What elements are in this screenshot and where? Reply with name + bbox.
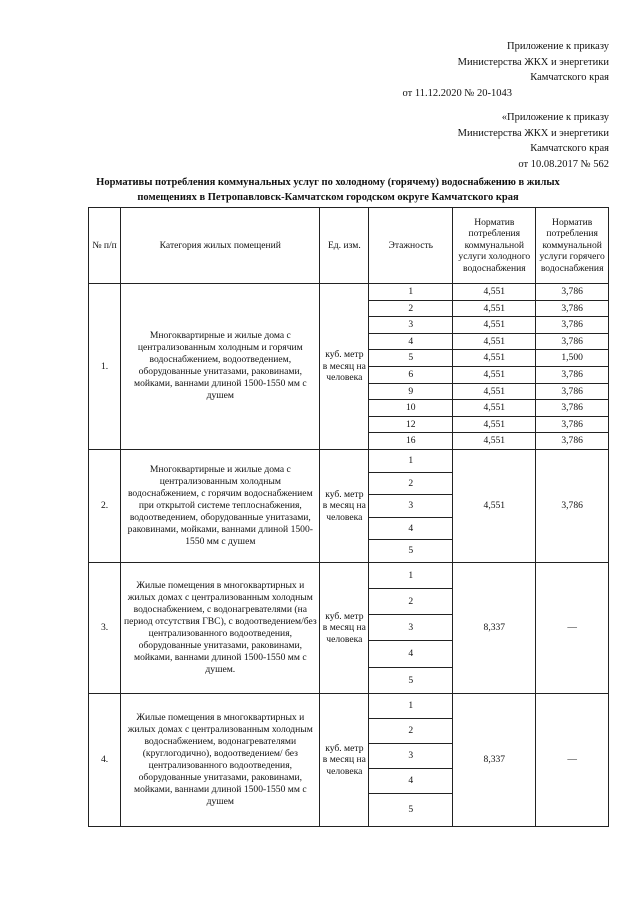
hot-value: 3,786 (536, 449, 609, 562)
header-floors: Этажность (369, 208, 453, 284)
hot-value: — (536, 693, 609, 826)
group-num: 3. (89, 562, 121, 693)
floor-cell: 4 (369, 517, 453, 540)
hot-value: 3,786 (536, 366, 609, 383)
floor-cell: 3 (369, 495, 453, 518)
cold-value: 8,337 (453, 693, 536, 826)
floor-cell: 5 (369, 540, 453, 563)
group-unit: куб. метр в месяц на человека (320, 562, 369, 693)
cold-value: 4,551 (453, 449, 536, 562)
group-category: Жилые помещения в многоквартирных и жилых домах с централизованным холодным водоснабжением, водонагревателями (круглогодично), водоотведением/ без централизованного водоотведения, оборудованные унитазами, раковинами, мойками, ваннами длиной 1500-1550 мм с душем (121, 693, 320, 826)
order-header-line: Приложение к приказу (507, 41, 609, 52)
group-unit: куб. метр в месяц на человека (320, 693, 369, 826)
floor-cell: 12 (369, 416, 453, 433)
cold-value: 4,551 (453, 383, 536, 400)
cold-value: 4,551 (453, 366, 536, 383)
floor-cell: 1 (369, 284, 453, 301)
cold-value: 4,551 (453, 333, 536, 350)
group-num: 4. (89, 693, 121, 826)
table-header-row (89, 208, 609, 284)
hot-value: 3,786 (536, 383, 609, 400)
document-title (80, 176, 576, 205)
header-hot-norm: Норматив потребления коммунальной услуги горячего водоснабжения (536, 208, 609, 284)
table-row (89, 284, 609, 301)
hot-value: 3,786 (536, 300, 609, 317)
original-header-line: от 10.08.2017 № 562 (518, 158, 609, 170)
cold-value: 4,551 (453, 300, 536, 317)
cold-value: 4,551 (453, 317, 536, 334)
floor-cell: 5 (369, 350, 453, 367)
order-header-line: Министерства ЖКХ и энергетики (457, 56, 609, 68)
hot-value: 3,786 (536, 416, 609, 433)
original-header-line: Министерства ЖКХ и энергетики (457, 127, 609, 139)
floor-cell: 6 (369, 366, 453, 383)
group-category: Многоквартирные и жилые дома с централизованным холодным и горячим водоснабжением, водоотведением, оборудованные унитазами, раковинами, мойками, ваннами длиной 1500-1550 мм с душем (121, 284, 320, 450)
header-num: № п/п (89, 208, 121, 284)
floor-cell: 1 (369, 449, 453, 472)
group-category: Многоквартирные и жилые дома с централизованным холодным водоснабжением, с горячим водоснабжением при открытой системе теплоснабжения, водоотведением, оборудованные унитазами, раковинами, мойками, ваннами длиной 1500-1550 мм с душем (121, 449, 320, 562)
original-header-line: Камчатского края (530, 143, 609, 154)
floor-cell: 1 (369, 693, 453, 718)
hot-value: 3,786 (536, 284, 609, 301)
group-num: 1. (89, 284, 121, 450)
floor-cell: 4 (369, 333, 453, 350)
hot-value: 3,786 (536, 433, 609, 450)
cold-value: 4,551 (453, 350, 536, 367)
floor-cell: 5 (369, 793, 453, 826)
floor-cell: 16 (369, 433, 453, 450)
cold-value: 4,551 (453, 416, 536, 433)
cold-value: 8,337 (453, 562, 536, 693)
header-unit: Ед. изм. (320, 208, 369, 284)
order-header (403, 39, 609, 101)
group-category: Жилые помещения в многоквартирных и жилых домах с централизованным холодным водоснабжением, с водонагревателями (на период отсутствия ГВС), с водоотведением/без централизованного водоотведения, оборудованные унитазами, раковинами, мойками, ваннами длиной 1500-1550 мм с душем. (121, 562, 320, 693)
floor-cell: 2 (369, 718, 453, 743)
floor-cell: 1 (369, 562, 453, 588)
hot-value: 3,786 (536, 317, 609, 334)
group-unit: куб. метр в месяц на человека (320, 284, 369, 450)
order-header-line: Камчатского края (530, 72, 609, 83)
header-cold-norm: Норматив потребления коммунальной услуги холодного водоснабжения (453, 208, 536, 284)
group-num: 2. (89, 449, 121, 562)
norms-table (88, 207, 609, 827)
floor-cell: 3 (369, 317, 453, 334)
floor-cell: 9 (369, 383, 453, 400)
table-row (89, 449, 609, 472)
floor-cell: 4 (369, 641, 453, 667)
floor-cell: 3 (369, 743, 453, 768)
floor-cell: 2 (369, 589, 453, 615)
title-line-2: помещениях в Петропавловск-Камчатском городском округе Камчатского края (137, 191, 519, 203)
hot-value: 1,500 (536, 350, 609, 367)
table-row (89, 693, 609, 718)
hot-value: — (536, 562, 609, 693)
hot-value: 3,786 (536, 333, 609, 350)
hot-value: 3,786 (536, 400, 609, 417)
table-row (89, 562, 609, 588)
floor-cell: 10 (369, 400, 453, 417)
floor-cell: 4 (369, 768, 453, 793)
title-line-1: Нормативы потребления коммунальных услуг по холодному (горячему) водоснабжению в жилых (96, 177, 560, 188)
original-header-line: «Приложение к приказу (501, 112, 609, 123)
cold-value: 4,551 (453, 284, 536, 301)
floor-cell: 3 (369, 615, 453, 641)
order-header-line: от 11.12.2020 № 20-1043 (402, 87, 512, 99)
floor-cell: 2 (369, 300, 453, 317)
header-category: Категория жилых помещений (121, 208, 320, 284)
floor-cell: 2 (369, 472, 453, 495)
cold-value: 4,551 (453, 433, 536, 450)
floor-cell: 5 (369, 667, 453, 693)
original-order-header (458, 110, 609, 172)
group-unit: куб. метр в месяц на человека (320, 449, 369, 562)
cold-value: 4,551 (453, 400, 536, 417)
